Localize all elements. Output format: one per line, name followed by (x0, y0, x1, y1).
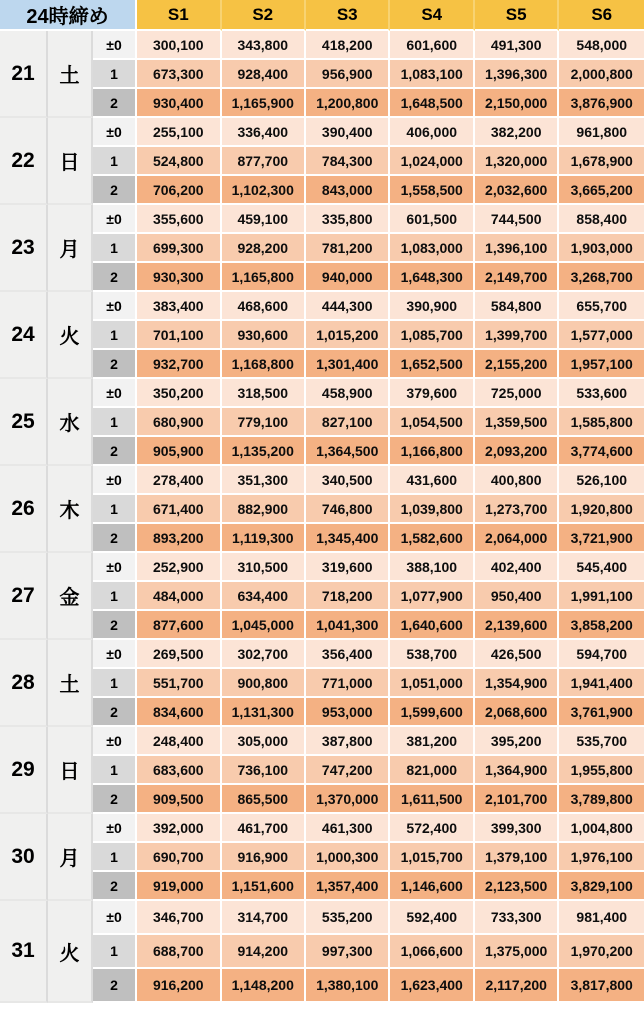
data-cell: 1,396,100 (475, 234, 559, 263)
data-cell: 1,148,200 (222, 969, 306, 1003)
date-cell: 31 (0, 901, 48, 1003)
data-cell: 736,100 (222, 756, 306, 785)
data-cell: 533,600 (559, 379, 644, 408)
data-cell: 444,300 (306, 292, 390, 321)
row-label-cell: 1 (93, 408, 137, 437)
data-cell: 343,800 (222, 31, 306, 60)
table-row (0, 843, 644, 872)
row-label-cell: 1 (93, 843, 137, 872)
data-cell: 351,300 (222, 466, 306, 495)
data-cell: 399,300 (475, 814, 559, 843)
data-cell: 3,761,900 (559, 698, 644, 727)
data-cell: 592,400 (390, 901, 474, 935)
data-cell: 1,375,000 (475, 935, 559, 969)
data-cell: 914,200 (222, 935, 306, 969)
data-cell: 382,200 (475, 118, 559, 147)
data-cell: 1,066,600 (390, 935, 474, 969)
date-cell: 24 (0, 292, 48, 379)
data-cell: 1,623,400 (390, 969, 474, 1003)
data-cell: 1,359,500 (475, 408, 559, 437)
row-label-cell: 1 (93, 321, 137, 350)
row-label-cell: 2 (93, 524, 137, 553)
row-label-cell: 2 (93, 350, 137, 379)
data-cell: 1,135,200 (222, 437, 306, 466)
data-cell: 905,900 (137, 437, 221, 466)
data-cell: 683,600 (137, 756, 221, 785)
data-cell: 2,093,200 (475, 437, 559, 466)
data-cell: 383,400 (137, 292, 221, 321)
data-cell: 1,640,600 (390, 611, 474, 640)
data-cell: 1,955,800 (559, 756, 644, 785)
data-cell: 1,119,300 (222, 524, 306, 553)
data-cell: 1,102,300 (222, 176, 306, 205)
data-cell: 392,000 (137, 814, 221, 843)
data-cell: 1,380,100 (306, 969, 390, 1003)
data-cell: 1,396,300 (475, 60, 559, 89)
data-cell: 1,085,700 (390, 321, 474, 350)
data-cell: 3,721,900 (559, 524, 644, 553)
data-cell: 526,100 (559, 466, 644, 495)
data-cell: 1,903,000 (559, 234, 644, 263)
data-cell: 1,131,300 (222, 698, 306, 727)
data-cell: 718,200 (306, 582, 390, 611)
row-label-cell: 2 (93, 437, 137, 466)
data-cell: 893,200 (137, 524, 221, 553)
table-title: 24時締め (0, 0, 137, 31)
data-cell: 1,941,400 (559, 669, 644, 698)
data-cell: 3,858,200 (559, 611, 644, 640)
date-cell: 29 (0, 727, 48, 814)
data-cell: 1,585,800 (559, 408, 644, 437)
data-cell: 909,500 (137, 785, 221, 814)
data-cell: 545,400 (559, 553, 644, 582)
row-label-cell: ±0 (93, 553, 137, 582)
data-cell: 538,700 (390, 640, 474, 669)
data-cell: 784,300 (306, 147, 390, 176)
data-cell: 458,900 (306, 379, 390, 408)
table-row (0, 611, 644, 640)
data-cell: 930,400 (137, 89, 221, 118)
row-label-cell: 1 (93, 234, 137, 263)
data-cell: 1,151,600 (222, 872, 306, 901)
data-cell: 900,800 (222, 669, 306, 698)
table-row (0, 292, 644, 321)
data-cell: 535,700 (559, 727, 644, 756)
data-cell: 1,599,600 (390, 698, 474, 727)
data-cell: 858,400 (559, 205, 644, 234)
data-cell: 706,200 (137, 176, 221, 205)
data-cell: 2,117,200 (475, 969, 559, 1003)
table-row (0, 89, 644, 118)
data-cell: 1,015,700 (390, 843, 474, 872)
data-cell: 961,800 (559, 118, 644, 147)
data-cell: 340,500 (306, 466, 390, 495)
table-row (0, 640, 644, 669)
data-cell: 335,800 (306, 205, 390, 234)
date-cell: 22 (0, 118, 48, 205)
data-cell: 997,300 (306, 935, 390, 969)
data-cell: 1,970,200 (559, 935, 644, 969)
data-cell: 350,200 (137, 379, 221, 408)
row-label-cell: 1 (93, 495, 137, 524)
data-cell: 1,399,700 (475, 321, 559, 350)
data-cell: 594,700 (559, 640, 644, 669)
column-header-s1: S1 (137, 0, 221, 31)
table-row (0, 350, 644, 379)
row-label-cell: 2 (93, 263, 137, 292)
table-row (0, 205, 644, 234)
table-row (0, 176, 644, 205)
data-cell: 426,500 (475, 640, 559, 669)
weekday-cell: 火 (48, 292, 93, 379)
data-cell: 2,155,200 (475, 350, 559, 379)
column-header-s3: S3 (306, 0, 390, 31)
data-cell: 390,900 (390, 292, 474, 321)
weekday-cell: 日 (48, 727, 93, 814)
data-cell: 680,900 (137, 408, 221, 437)
date-cell: 25 (0, 379, 48, 466)
data-cell: 1,920,800 (559, 495, 644, 524)
weekday-cell: 木 (48, 466, 93, 553)
data-cell: 1,577,000 (559, 321, 644, 350)
data-cell: 3,774,600 (559, 437, 644, 466)
row-label-cell: 2 (93, 785, 137, 814)
table-row (0, 872, 644, 901)
data-cell: 1,320,000 (475, 147, 559, 176)
table-row (0, 814, 644, 843)
data-cell: 551,700 (137, 669, 221, 698)
data-cell: 877,700 (222, 147, 306, 176)
data-cell: 919,000 (137, 872, 221, 901)
row-label-cell: 1 (93, 147, 137, 176)
weekday-cell: 日 (48, 118, 93, 205)
data-cell: 1,648,500 (390, 89, 474, 118)
column-header-s5: S5 (475, 0, 559, 31)
data-cell: 2,032,600 (475, 176, 559, 205)
data-cell: 771,000 (306, 669, 390, 698)
row-label-cell: 1 (93, 935, 137, 969)
data-cell: 584,800 (475, 292, 559, 321)
data-cell: 725,000 (475, 379, 559, 408)
row-label-cell: ±0 (93, 466, 137, 495)
data-cell: 1,273,700 (475, 495, 559, 524)
data-cell: 1,582,600 (390, 524, 474, 553)
table-row (0, 408, 644, 437)
data-cell: 930,300 (137, 263, 221, 292)
data-cell: 3,665,200 (559, 176, 644, 205)
data-cell: 1,166,800 (390, 437, 474, 466)
table-row (0, 321, 644, 350)
data-cell: 882,900 (222, 495, 306, 524)
data-cell: 1,077,900 (390, 582, 474, 611)
column-header-s2: S2 (222, 0, 306, 31)
data-cell: 1,611,500 (390, 785, 474, 814)
data-cell: 2,150,000 (475, 89, 559, 118)
data-cell: 252,900 (137, 553, 221, 582)
column-header-s4: S4 (390, 0, 474, 31)
data-cell: 1,354,900 (475, 669, 559, 698)
table-row (0, 495, 644, 524)
data-cell: 601,600 (390, 31, 474, 60)
data-cell: 781,200 (306, 234, 390, 263)
data-cell: 535,200 (306, 901, 390, 935)
data-cell: 3,817,800 (559, 969, 644, 1003)
data-cell: 355,600 (137, 205, 221, 234)
data-cell: 336,400 (222, 118, 306, 147)
data-cell: 402,400 (475, 553, 559, 582)
data-cell: 1,345,400 (306, 524, 390, 553)
data-cell: 1,083,000 (390, 234, 474, 263)
data-cell: 671,400 (137, 495, 221, 524)
data-cell: 1,165,800 (222, 263, 306, 292)
data-cell: 1,024,000 (390, 147, 474, 176)
data-cell: 2,123,500 (475, 872, 559, 901)
data-cell: 1,015,200 (306, 321, 390, 350)
data-cell: 2,068,600 (475, 698, 559, 727)
row-label-cell: ±0 (93, 379, 137, 408)
data-cell: 390,400 (306, 118, 390, 147)
data-cell: 388,100 (390, 553, 474, 582)
data-cell: 1,370,000 (306, 785, 390, 814)
row-label-cell: 1 (93, 60, 137, 89)
date-cell: 28 (0, 640, 48, 727)
data-cell: 248,400 (137, 727, 221, 756)
data-cell: 1,976,100 (559, 843, 644, 872)
row-label-cell: 2 (93, 969, 137, 1003)
data-cell: 3,268,700 (559, 263, 644, 292)
data-cell: 548,000 (559, 31, 644, 60)
data-cell: 1,041,300 (306, 611, 390, 640)
table-row (0, 147, 644, 176)
row-label-cell: 1 (93, 669, 137, 698)
data-cell: 827,100 (306, 408, 390, 437)
row-label-cell: ±0 (93, 205, 137, 234)
data-cell: 1,045,000 (222, 611, 306, 640)
data-cell: 733,300 (475, 901, 559, 935)
table-row (0, 901, 644, 935)
date-cell: 27 (0, 553, 48, 640)
row-label-cell: 2 (93, 611, 137, 640)
data-cell: 928,200 (222, 234, 306, 263)
date-cell: 30 (0, 814, 48, 901)
data-cell: 3,829,100 (559, 872, 644, 901)
table-row (0, 437, 644, 466)
data-cell: 877,600 (137, 611, 221, 640)
data-cell: 916,900 (222, 843, 306, 872)
data-cell: 981,400 (559, 901, 644, 935)
data-cell: 1,652,500 (390, 350, 474, 379)
data-cell: 431,600 (390, 466, 474, 495)
data-cell: 2,149,700 (475, 263, 559, 292)
data-cell: 400,800 (475, 466, 559, 495)
table-row (0, 31, 644, 60)
data-cell: 1,146,600 (390, 872, 474, 901)
data-cell: 834,600 (137, 698, 221, 727)
row-label-cell: ±0 (93, 292, 137, 321)
data-cell: 1,678,900 (559, 147, 644, 176)
data-cell: 746,800 (306, 495, 390, 524)
data-cell: 747,200 (306, 756, 390, 785)
data-cell: 821,000 (390, 756, 474, 785)
data-cell: 701,100 (137, 321, 221, 350)
data-cell: 318,500 (222, 379, 306, 408)
data-cell: 1,364,900 (475, 756, 559, 785)
data-cell: 1,200,800 (306, 89, 390, 118)
data-cell: 1,558,500 (390, 176, 474, 205)
data-cell: 1,357,400 (306, 872, 390, 901)
data-cell: 572,400 (390, 814, 474, 843)
table-row (0, 118, 644, 147)
row-label-cell: ±0 (93, 118, 137, 147)
data-cell: 953,000 (306, 698, 390, 727)
table-row (0, 379, 644, 408)
data-cell: 468,600 (222, 292, 306, 321)
row-label-cell: ±0 (93, 727, 137, 756)
data-cell: 269,500 (137, 640, 221, 669)
table-row (0, 669, 644, 698)
table-row (0, 935, 644, 969)
table-row (0, 60, 644, 89)
table-row (0, 785, 644, 814)
data-cell: 524,800 (137, 147, 221, 176)
weekday-cell: 火 (48, 901, 93, 1003)
data-cell: 2,064,000 (475, 524, 559, 553)
table-row (0, 553, 644, 582)
row-label-cell: ±0 (93, 31, 137, 60)
date-cell: 21 (0, 31, 48, 118)
table-row (0, 756, 644, 785)
data-cell: 1,301,400 (306, 350, 390, 379)
data-cell: 1,000,300 (306, 843, 390, 872)
column-header-s6: S6 (559, 0, 644, 31)
data-cell: 932,700 (137, 350, 221, 379)
weekday-cell: 水 (48, 379, 93, 466)
data-cell: 418,200 (306, 31, 390, 60)
data-cell: 699,300 (137, 234, 221, 263)
weekday-cell: 土 (48, 640, 93, 727)
data-cell: 1,051,000 (390, 669, 474, 698)
table-row (0, 234, 644, 263)
data-cell: 484,000 (137, 582, 221, 611)
row-label-cell: 2 (93, 176, 137, 205)
data-cell: 305,000 (222, 727, 306, 756)
data-cell: 1,957,100 (559, 350, 644, 379)
data-cell: 387,800 (306, 727, 390, 756)
data-cell: 395,200 (475, 727, 559, 756)
data-cell: 744,500 (475, 205, 559, 234)
data-cell: 1,991,100 (559, 582, 644, 611)
data-cell: 406,000 (390, 118, 474, 147)
data-cell: 356,400 (306, 640, 390, 669)
date-cell: 23 (0, 205, 48, 292)
data-cell: 1,004,800 (559, 814, 644, 843)
data-cell: 3,789,800 (559, 785, 644, 814)
table-row (0, 524, 644, 553)
data-cell: 379,600 (390, 379, 474, 408)
data-cell: 346,700 (137, 901, 221, 935)
data-cell: 2,101,700 (475, 785, 559, 814)
row-label-cell: 1 (93, 756, 137, 785)
data-cell: 461,300 (306, 814, 390, 843)
header-row (0, 0, 644, 31)
row-label-cell: 2 (93, 698, 137, 727)
data-cell: 688,700 (137, 935, 221, 969)
data-cell: 302,700 (222, 640, 306, 669)
data-cell: 1,165,900 (222, 89, 306, 118)
data-cell: 461,700 (222, 814, 306, 843)
weekday-cell: 月 (48, 814, 93, 901)
data-cell: 1,648,300 (390, 263, 474, 292)
row-label-cell: 2 (93, 89, 137, 118)
data-cell: 655,700 (559, 292, 644, 321)
data-cell: 2,000,800 (559, 60, 644, 89)
table-row (0, 727, 644, 756)
data-cell: 865,500 (222, 785, 306, 814)
weekday-cell: 月 (48, 205, 93, 292)
data-cell: 491,300 (475, 31, 559, 60)
data-cell: 1,168,800 (222, 350, 306, 379)
row-label-cell: 1 (93, 582, 137, 611)
weekday-cell: 金 (48, 553, 93, 640)
table-body (0, 31, 644, 1003)
data-cell: 381,200 (390, 727, 474, 756)
row-label-cell: ±0 (93, 901, 137, 935)
data-cell: 1,083,100 (390, 60, 474, 89)
row-label-cell: ±0 (93, 640, 137, 669)
table-row (0, 582, 644, 611)
data-cell: 634,400 (222, 582, 306, 611)
table-row (0, 969, 644, 1003)
data-cell: 459,100 (222, 205, 306, 234)
table-row (0, 698, 644, 727)
data-cell: 1,364,500 (306, 437, 390, 466)
data-cell: 779,100 (222, 408, 306, 437)
data-cell: 930,600 (222, 321, 306, 350)
row-label-cell: ±0 (93, 814, 137, 843)
data-cell: 255,100 (137, 118, 221, 147)
data-cell: 2,139,600 (475, 611, 559, 640)
data-cell: 1,039,800 (390, 495, 474, 524)
data-cell: 278,400 (137, 466, 221, 495)
data-cell: 3,876,900 (559, 89, 644, 118)
weekday-cell: 土 (48, 31, 93, 118)
data-cell: 950,400 (475, 582, 559, 611)
data-cell: 1,379,100 (475, 843, 559, 872)
data-cell: 1,054,500 (390, 408, 474, 437)
data-cell: 310,500 (222, 553, 306, 582)
table-row (0, 466, 644, 495)
data-cell: 843,000 (306, 176, 390, 205)
data-cell: 956,900 (306, 60, 390, 89)
row-label-cell: 2 (93, 872, 137, 901)
data-cell: 690,700 (137, 843, 221, 872)
data-cell: 940,000 (306, 263, 390, 292)
date-cell: 26 (0, 466, 48, 553)
data-cell: 314,700 (222, 901, 306, 935)
data-cell: 319,600 (306, 553, 390, 582)
data-cell: 300,100 (137, 31, 221, 60)
data-cell: 928,400 (222, 60, 306, 89)
data-cell: 673,300 (137, 60, 221, 89)
data-cell: 601,500 (390, 205, 474, 234)
table-row (0, 263, 644, 292)
data-cell: 916,200 (137, 969, 221, 1003)
